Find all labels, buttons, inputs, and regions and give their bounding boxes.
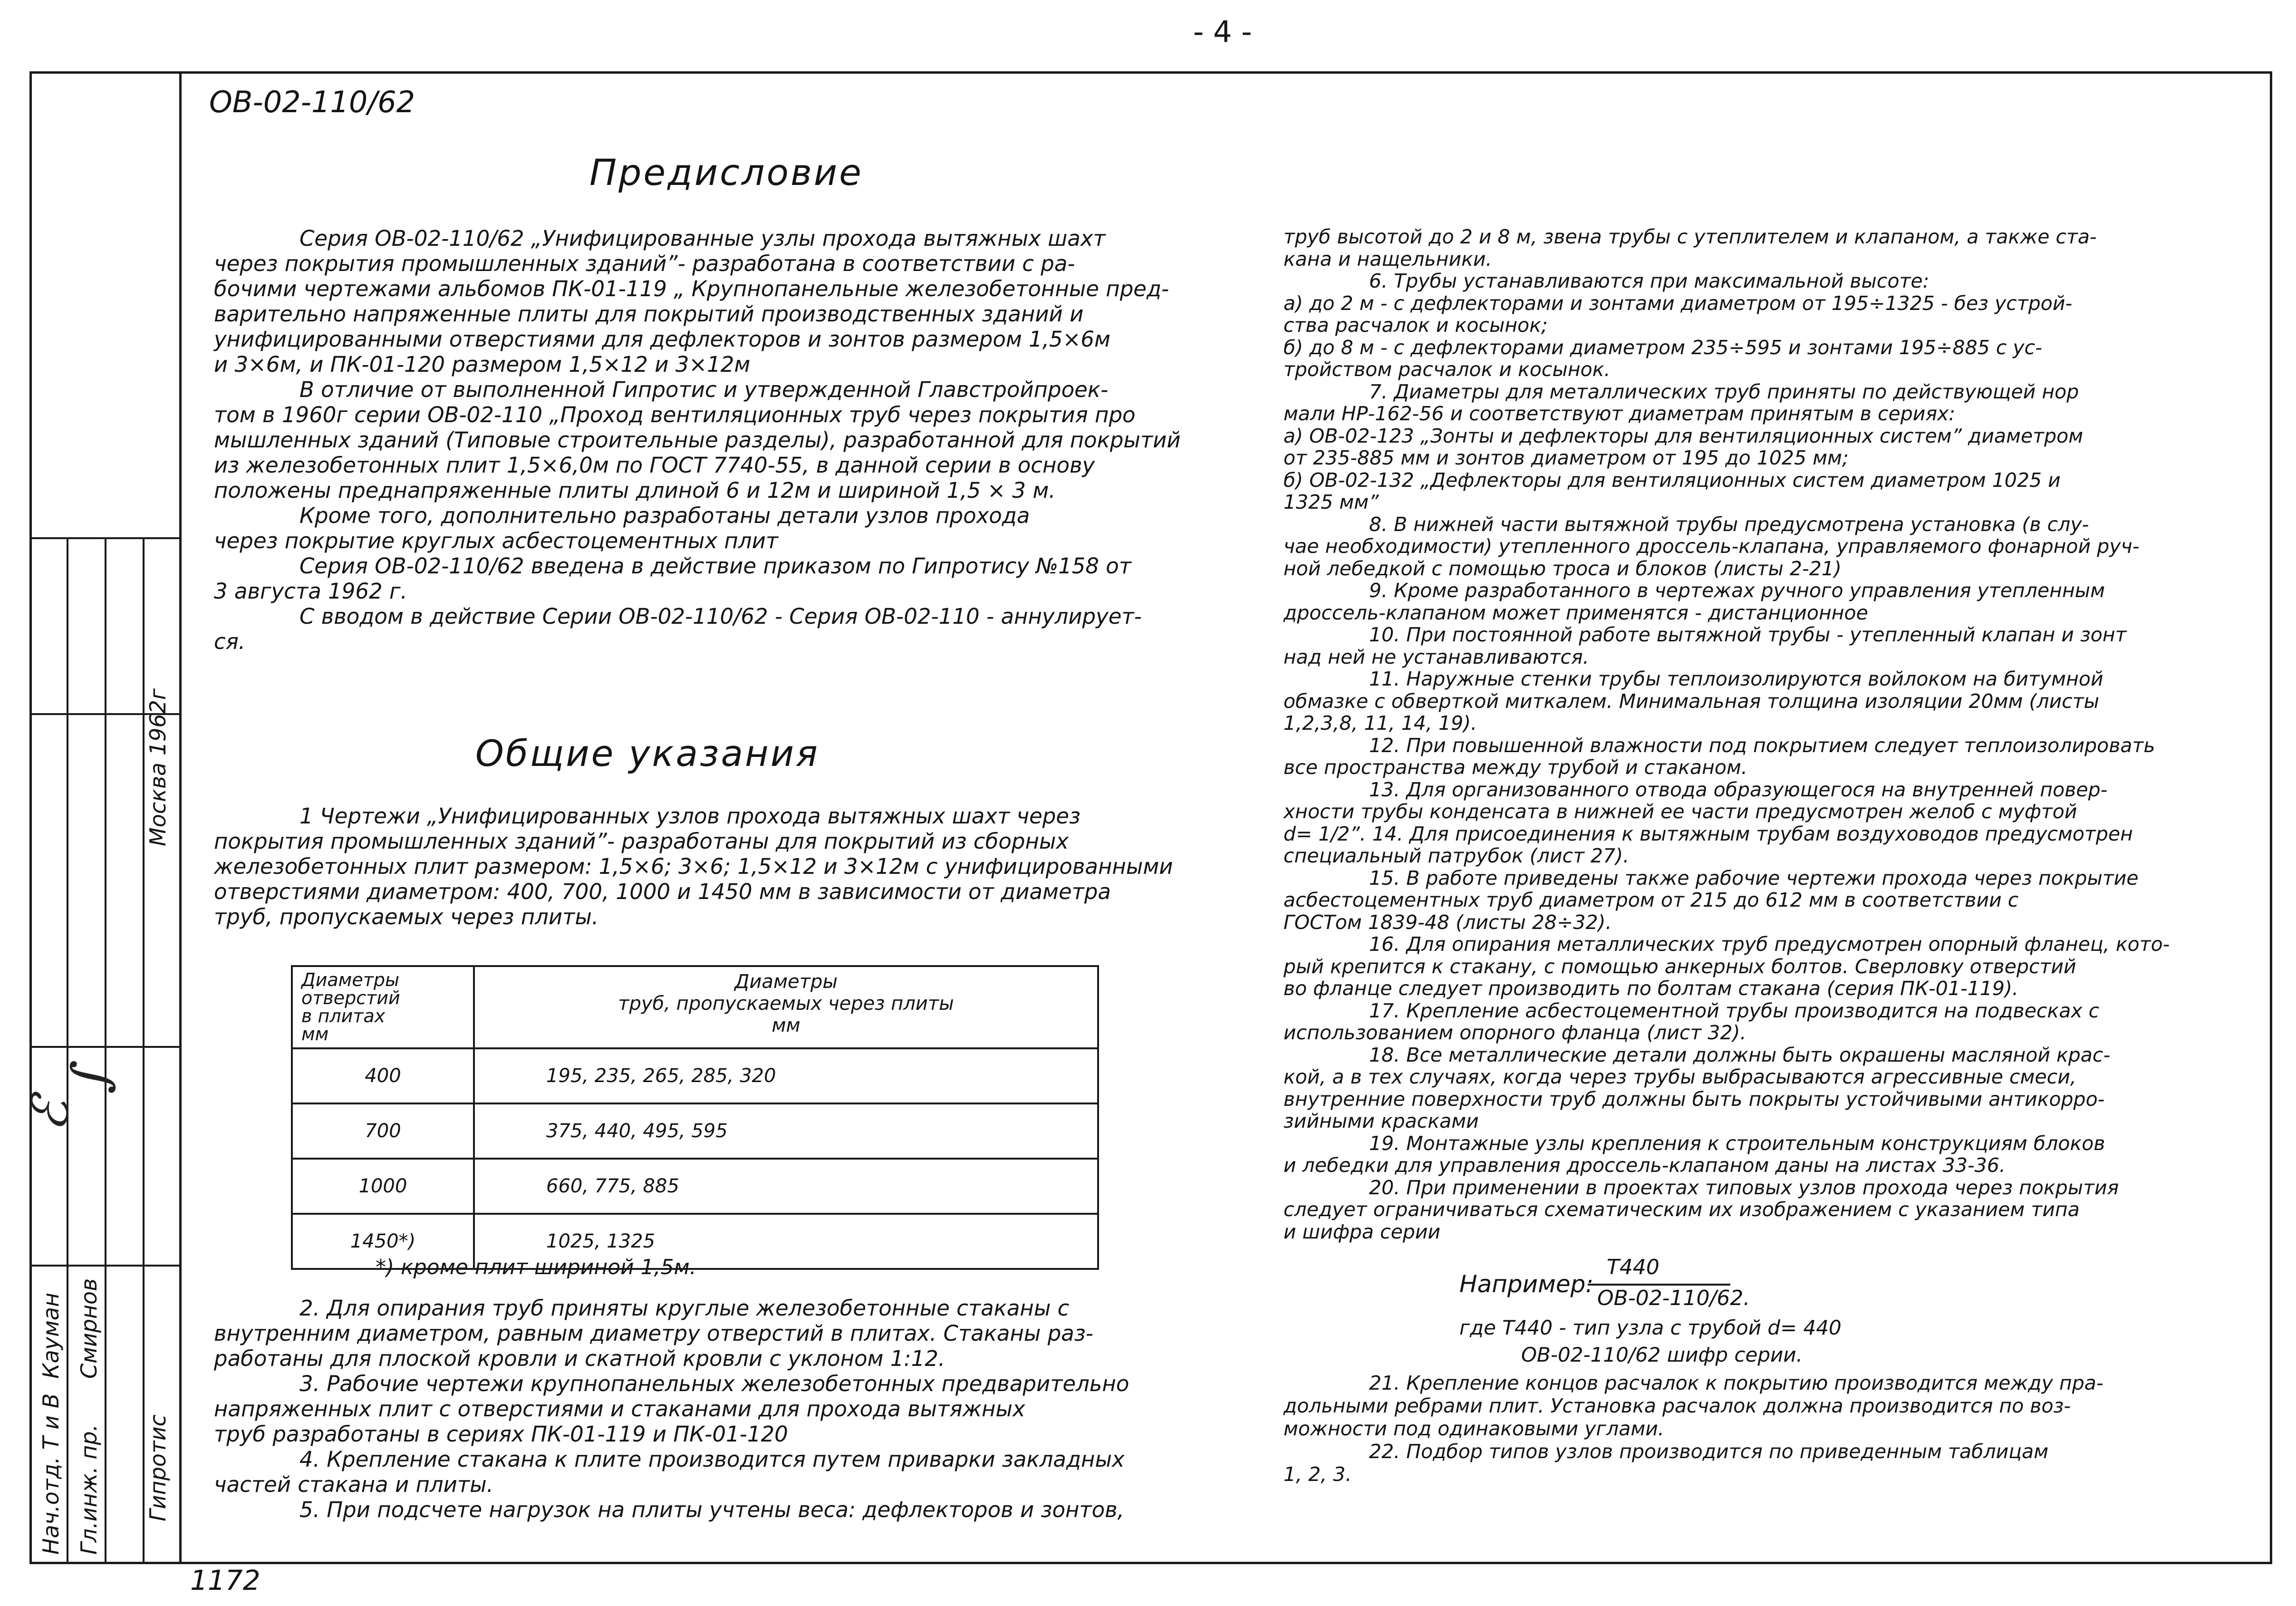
- stamp-divider: [105, 537, 106, 1564]
- table-footnote: *) кроме плит шириной 1,5м.: [376, 1255, 696, 1279]
- general-paragraph: 7. Диаметры для металлических труб приняты по действующей нор мали НР-162-56 и соответствуют диаметрам принятым в сериях: а) ОВ-02-123 „Зонты и дефлекторы для вентиляционных систем” диаметром от 235-885 мм и зонтов диаметром от 195 до 1025 мм; б) ОВ-02-132 „Дефлекторы для вентиляционных систем диаметром 1025 и 1325 мм”: [1283, 380, 2084, 513]
- stamp-name-1: Кауман: [38, 1292, 64, 1379]
- foreword-paragraph: С вводом в действие Серии ОВ-02-110/62 - Серия ОВ-02-110 - аннулирует- ся.: [214, 604, 1142, 654]
- signature-2: ∫: [57, 1057, 122, 1095]
- foreword-paragraph: Кроме того, дополнительно разработаны детали узлов прохода через покрытие круглых асбестоцементных плит: [214, 503, 1030, 553]
- general-points-2-5: [214, 1296, 1184, 1522]
- general-paragraph: 2. Для опирания труб приняты круглые железобетонные стаканы с внутренним диаметром, равным диаметру отверстий в плитах. Стаканы раз- работаны для плоской кровли и скатной кровли с уклоном 1:12.: [214, 1296, 1094, 1371]
- example-fraction-line: [1588, 1284, 1730, 1286]
- general-paragraph: 12. При повышенной влажности под покрытием следует теплоизолировать все пространства между трубой и стаканом.: [1283, 734, 2155, 779]
- general-paragraph: 18. Все металлические детали должны быть окрашены масляной крас- кой, а в тех случаях, когда через трубы выбрасываются агрессивные смеси, внутренние поверхности труб должны быть покрыты устойчивыми антикорро- зийными красками: [1283, 1043, 2111, 1132]
- table-header-row: [292, 966, 1098, 1048]
- foreword-body: [214, 226, 1184, 654]
- general-paragraph: 3. Рабочие чертежи крупнопанельных железобетонных предварительно напряженных плит с отверстиями и стаканами для прохода вытяжных труб разработаны в сериях ПК-01-119 и ПК-01-120: [214, 1371, 1129, 1447]
- signature-1: ℰ: [16, 1093, 82, 1135]
- diameters-table: [291, 965, 1099, 1270]
- example-numerator: Т440: [1607, 1255, 1659, 1279]
- foreword-paragraph: Серия ОВ-02-110/62 введена в действие приказом по Гипротису №158 от 3 августа 1962 г.: [214, 553, 1132, 604]
- right-column: [1283, 226, 2253, 1243]
- general-paragraph: 22. Подбор типов узлов производится по приведенным таблицам 1, 2, 3.: [1283, 1440, 2049, 1486]
- example-line-1: где Т440 - тип узла с трубой d= 440: [1459, 1316, 1842, 1339]
- general-paragraph: 1 Чертежи „Унифицированных узлов прохода вытяжных шахт через покрытия промышленных зданий”- разработаны для покрытий из сборных железобетонных плит размером: 1,5×6; 3×6; 1,5×12 и 3×12м с унифицированными отверстиями диаметром: 400, 700, 1000 и 1450 мм в зависимости от диаметра труб, пропускаемых через плиты.: [214, 803, 1173, 929]
- general-paragraph: 13. Для организованного отвода образующегося на внутренней повер- хности трубы конденсата в нижней ее части предусмотрен желоб с муфтой d= 1/2”. 14. Для присоединения к вытяжным трубам воздуховодов предусмотрен специальный патрубок (лист 27).: [1283, 778, 2133, 867]
- stamp-role-2: Гл.инж. пр.: [76, 1424, 102, 1555]
- example-denominator: ОВ-02-110/62.: [1597, 1286, 1750, 1310]
- table-header-text: Диаметры труб, пропускаемых через плиты мм: [618, 971, 954, 1036]
- stamp-city-year: Москва 1962г: [145, 688, 171, 846]
- example-label: Например:: [1459, 1270, 1594, 1298]
- stamp-role-1: Нач.отд. Т и В: [38, 1393, 64, 1555]
- general-paragraph: 10. При постоянной работе вытяжной трубы - утепленный клапан и зонт над ней не устанавливаются.: [1283, 623, 2127, 668]
- page-number: - 4 -: [1193, 14, 1252, 49]
- general-title: Общие указания: [475, 732, 820, 774]
- foreword-title: Предисловие: [589, 151, 863, 193]
- general-paragraph: 19. Монтажные узлы крепления к строительным конструкциям блоков и лебедки для управления дроссель-клапаном даны на листах 33-36.: [1283, 1132, 2105, 1177]
- table-cell-hole: 700: [292, 1103, 474, 1159]
- stamp-name-2: Смирнов: [76, 1278, 102, 1379]
- general-paragraph: 16. Для опирания металлических труб предусмотрен опорный фланец, кото- рый крепится к стакану, с помощью анкерных болтов. Сверловку отверстий во фланце следует производить по болтам стакана (серия ПК-01-119).: [1283, 933, 2170, 1000]
- general-paragraph: 9. Кроме разработанного в чертежах ручного управления утепленным дроссель-клапаном может применятся - дистанционное: [1283, 579, 2105, 624]
- table-row: [292, 1048, 1098, 1103]
- general-paragraph: 6. Трубы устанавливаются при максимальной высоте: а) до 2 м - с дефлекторами и зонтами диаметром от 195÷1325 - без устрой- ства расчалок и косынок; б) до 8 м - с дефлекторами диаметром 235÷595 и зонтами 195÷885 с ус- тройством расчалок и косынок.: [1283, 270, 2073, 381]
- general-paragraph: 21. Крепление концов расчалок к покрытию производится между пра- дольными ребрами плит. Установка расчалок должна производится по воз- можности под одинаковыми углами.: [1283, 1372, 2103, 1440]
- right-column-end: [1283, 1372, 2253, 1486]
- general-paragraph: 4. Крепление стакана к плите производится путем приварки закладных частей стакана и плиты.: [214, 1447, 1125, 1497]
- series-code: ОВ-02-110/62: [209, 85, 415, 119]
- table-cell-pipes: 660, 775, 885: [474, 1159, 1098, 1214]
- table-header-text: Диаметры отверстий в плитах мм: [301, 969, 400, 1045]
- table-cell-pipes: 1025, 1325: [474, 1214, 1098, 1269]
- general-paragraph: 15. В работе приведены также рабочие чертежи прохода через покрытие асбестоцементных труб диаметром от 215 до 612 мм в соответствии с ГОСТом 1839-48 (листы 28÷32).: [1283, 866, 2139, 934]
- foreword-paragraph: Серия ОВ-02-110/62 „Унифицированные узлы прохода вытяжных шахт через покрытия промышленных зданий”- разработана в соответствии с ра- бочими чертежами альбомов ПК-01-119 „ Крупнопанельные железобетонные пред- варительно напряженные плиты для покрытий производственных зданий и унифицированными отверстиями для дефлекторов и зонтов размером 1,5×6м и 3×6м, и ПК-01-120 размером 1,5×12 и 3×12м: [214, 226, 1169, 377]
- general-paragraph: 11. Наружные стенки трубы теплоизолируются войлоком на битумной обмазке с обверткой миткалем. Минимальная толщина изоляции 20мм (листы 1,2,3,8, 11, 14, 19).: [1283, 668, 2103, 735]
- general-paragraph: 5. При подсчете нагрузок на плиты учтены веса: дефлекторов и зонтов,: [299, 1497, 1124, 1522]
- table-cell-pipes: 375, 440, 495, 595: [474, 1103, 1098, 1159]
- table-cell-hole: 400: [292, 1048, 474, 1103]
- table-header-pipes: [474, 966, 1098, 1048]
- table-cell-hole: 1450*): [292, 1214, 474, 1269]
- table-header-holes: [292, 966, 474, 1048]
- stamp-divider: [67, 537, 68, 1564]
- table-row: [292, 1103, 1098, 1159]
- stamp-organization: Гипротис: [145, 1414, 171, 1521]
- foreword-paragraph: В отличие от выполненной Гипротис и утвержденной Главстройпроек- том в 1960г серии ОВ-02-110 „Проход вентиляционных труб через покрытия про мышленных зданий (Типовые строительные разделы), разработанной для покрытий из железобетонных плит 1,5×6,0м по ГОСТ 7740-55, в данной серии в основу положены преднапряженные плиты длиной 6 и 12м и шириной 1,5 × 3 м.: [214, 377, 1181, 503]
- example-line-2: ОВ-02-110/62 шифр серии.: [1521, 1343, 1803, 1366]
- stamp-divider: [143, 537, 145, 1564]
- general-point-1: [214, 803, 1184, 929]
- general-paragraph: 8. В нижней части вытяжной трубы предусмотрена установка (в слу- чае необходимости) утепленного дроссель-клапана, управляемого фонарной руч- ной лебедкой с помощью троса и блоков (листы 2-21): [1283, 513, 2140, 580]
- table-cell-pipes: 195, 235, 265, 285, 320: [474, 1048, 1098, 1103]
- general-paragraph: 20. При применении в проектах типовых узлов прохода через покрытия следует ограничиваться схематическим их изображением с указанием типа и шифра серии: [1283, 1176, 2119, 1243]
- general-paragraph: труб высотой до 2 и 8 м, звена трубы с утеплителем и клапаном, а также ста- кана и нащельники.: [1283, 225, 2097, 271]
- sheet-code: 1172: [190, 1564, 260, 1596]
- general-paragraph: 17. Крепление асбестоцементной трубы производится на подвесках с использованием опорного фланца (лист 32).: [1283, 999, 2100, 1044]
- table-row: [292, 1159, 1098, 1214]
- table-cell-hole: 1000: [292, 1159, 474, 1214]
